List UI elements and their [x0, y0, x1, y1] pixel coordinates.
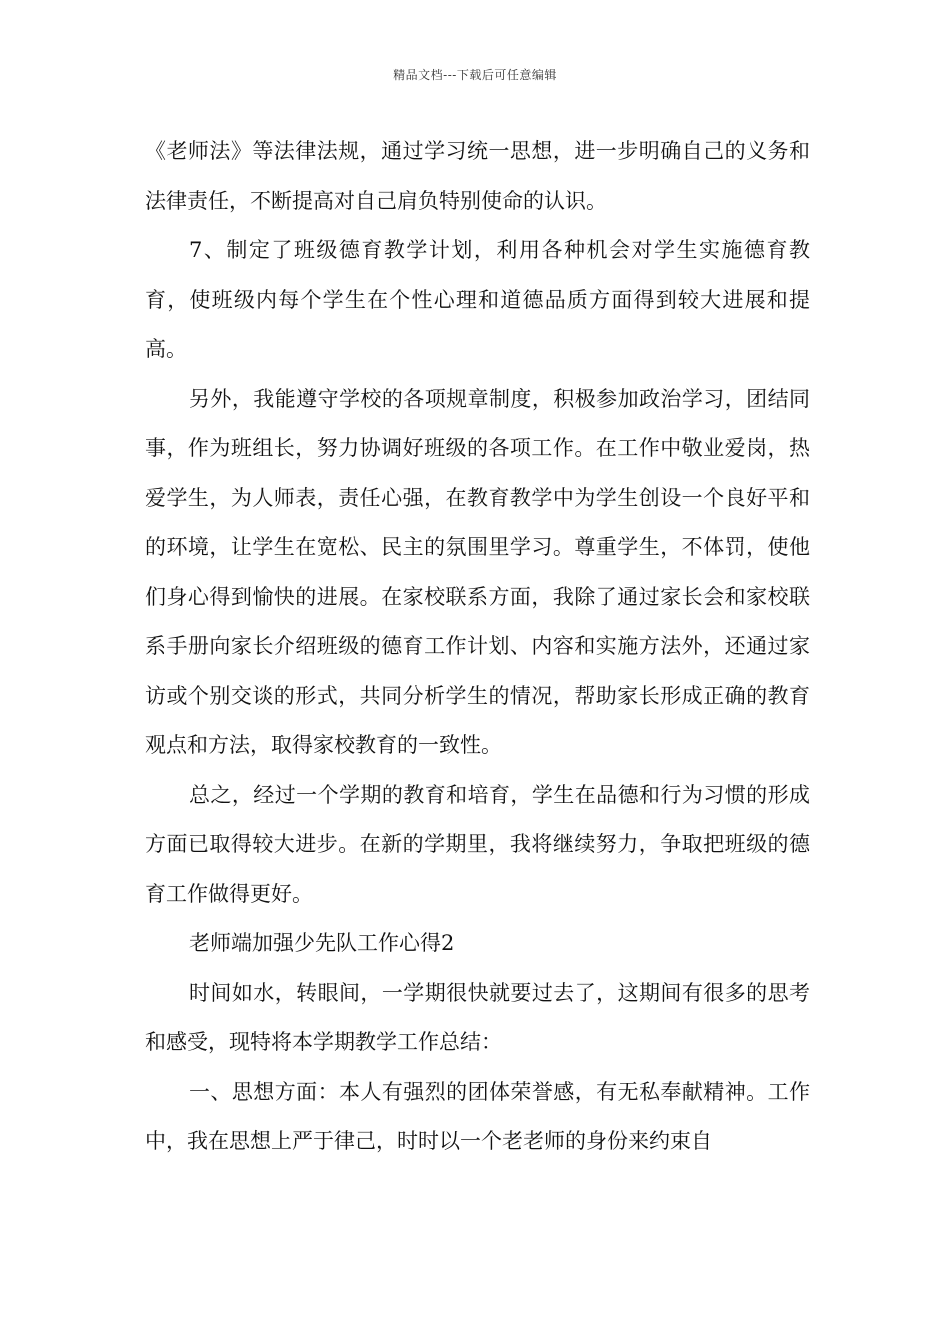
- paragraph-item-7: 7、制定了班级德育教学计划，利用各种机会对学生实施德育教育，使班级内每个学生在个性心理和道德品质方面得到较大进展和提高。: [145, 238, 810, 361]
- paragraph-thought: 一、思想方面：本人有强烈的团体荣誉感，有无私奉献精神。工作中，我在思想上严于律己，时时以一个老老师的身份来约束自: [145, 1079, 810, 1153]
- document-body: [145, 127, 810, 1167]
- paragraph-intro: 时间如水，转眼间，一学期很快就要过去了，这期间有很多的思考和感受，现特将本学期教学工作总结：: [145, 980, 810, 1054]
- paragraph-summary: 总之，经过一个学期的教育和培育，学生在品德和行为习惯的形成方面已取得较大进步。在新的学期里，我将继续努力，争取把班级的德育工作做得更好。: [145, 782, 810, 906]
- paragraph-additional: 另外，我能遵守学校的各项规章制度，积极参加政治学习，团结同事，作为班组长，努力协调好班级的各项工作。在工作中敬业爱岗，热爱学生，为人师表，责任心强，在教育教学中为学生创设一个良好平和的环境，让学生在宽松、民主的氛围里学习。尊重学生，不体罚，使他们身心得到愉快的进展。在家校联系方面，我除了通过家长会和家校联系手册向家长介绍班级的德育工作计划、内容和实施方法外，还通过家访或个别交谈的形式，共同分析学生的情况，帮助家长形成正确的教育观点和方法，取得家校教育的一致性。: [145, 386, 810, 757]
- paragraph-law-study: 《老师法》等法律法规，通过学习统一思想，进一步明确自己的义务和法律责任，不断提高对自己肩负特别使命的认识。: [145, 139, 810, 213]
- section-title: 老师端加强少先队工作心得2: [189, 931, 455, 955]
- page-header: 精品文档---下载后可任意编辑: [393, 68, 557, 82]
